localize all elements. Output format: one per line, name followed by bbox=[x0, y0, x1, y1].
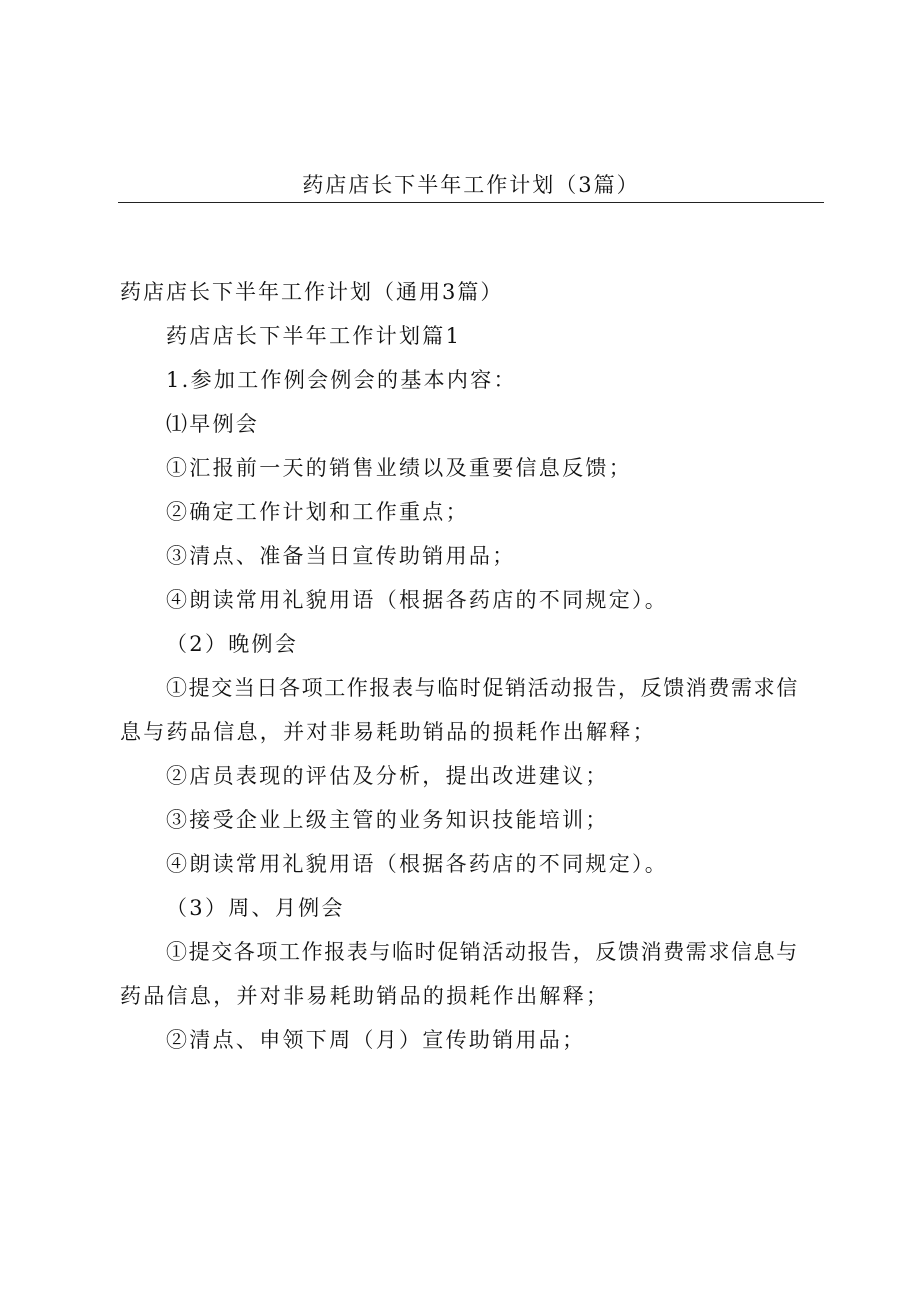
document-body bbox=[120, 270, 820, 1062]
weekly-item-1-line-1: ①提交各项工作报表与临时促销活动报告，反馈消费需求信息与 bbox=[166, 940, 799, 964]
evening-item: ③接受企业上级主管的业务知识技能培训； bbox=[166, 808, 609, 832]
section-title: 药店店长下半年工作计划篇1 bbox=[166, 324, 462, 348]
morning-item: ③清点、准备当日宣传助销用品； bbox=[166, 544, 516, 568]
evening-item: ④朗读常用礼貌用语（根据各药店的不同规定）。 bbox=[166, 852, 669, 876]
weekly-item-1-line-2: 药品信息，并对非易耗助销品的损耗作出解释； bbox=[120, 984, 610, 1008]
page-header-title: 药店店长下半年工作计划（3篇） bbox=[302, 173, 640, 197]
morning-item: ①汇报前一天的销售业绩以及重要信息反馈； bbox=[166, 456, 632, 480]
weekly-meeting-heading: （3）周、月例会 bbox=[166, 896, 345, 920]
weekly-item-2: ②清点、申领下周（月）宣传助销用品； bbox=[166, 1028, 586, 1052]
evening-meeting-heading: （2）晚例会 bbox=[166, 632, 299, 656]
evening-item-1-line-1: ①提交当日各项工作报表与临时促销活动报告，反馈消费需求信 bbox=[166, 676, 799, 700]
evening-item-1-line-2: 息与药品信息，并对非易耗助销品的损耗作出解释； bbox=[120, 720, 656, 744]
document-title: 药店店长下半年工作计划（通用3篇） bbox=[120, 280, 504, 304]
header-divider bbox=[118, 202, 824, 203]
morning-item: ④朗读常用礼貌用语（根据各药店的不同规定）。 bbox=[166, 588, 669, 612]
evening-item: ②店员表现的评估及分析，提出改进建议； bbox=[166, 764, 609, 788]
paragraph-item-1: 1.参加工作例会例会的基本内容： bbox=[166, 368, 517, 392]
morning-meeting-heading: ⑴早例会 bbox=[166, 412, 260, 436]
morning-item: ②确定工作计划和工作重点； bbox=[166, 500, 469, 524]
